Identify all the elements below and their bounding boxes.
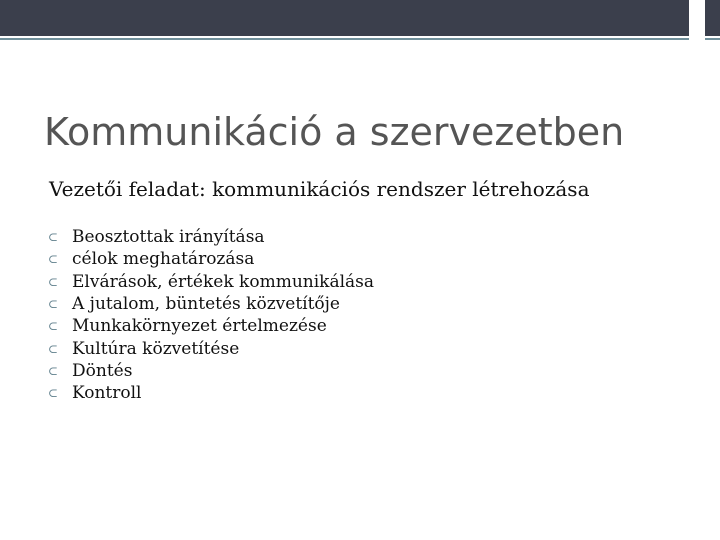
c-shaped-bullet-icon: ⊂ bbox=[48, 230, 59, 245]
c-shaped-bullet-icon: ⊂ bbox=[48, 274, 59, 289]
bullet-text-2: célok meghatározása bbox=[72, 249, 255, 270]
bullet-text-1: Beosztottak irányítása bbox=[72, 227, 265, 248]
bullet-item-1 bbox=[48, 226, 374, 248]
bullet-text-6: Kultúra közvetítése bbox=[72, 338, 240, 359]
bullet-text-4: A jutalom, büntetés közvetítője bbox=[72, 294, 340, 315]
bullet-item-4 bbox=[48, 293, 374, 315]
c-shaped-bullet-icon: ⊂ bbox=[48, 319, 59, 334]
bullet-list bbox=[48, 226, 374, 404]
bullet-item-5 bbox=[48, 315, 374, 337]
header-bar-corner bbox=[705, 0, 720, 36]
c-shaped-bullet-icon: ⊂ bbox=[48, 297, 59, 312]
bullet-item-8 bbox=[48, 382, 374, 404]
bullet-item-7 bbox=[48, 360, 374, 382]
bullet-text-7: Döntés bbox=[72, 360, 133, 381]
header-bar bbox=[0, 0, 689, 36]
bullet-text-8: Kontroll bbox=[72, 383, 142, 404]
slide-subtitle: Vezetői feladat: kommunikációs rendszer létrehozása bbox=[49, 177, 590, 201]
c-shaped-bullet-icon: ⊂ bbox=[48, 252, 59, 267]
header-accent-line-corner bbox=[705, 38, 720, 40]
bullet-item-6 bbox=[48, 337, 374, 359]
bullet-item-2 bbox=[48, 248, 374, 270]
c-shaped-bullet-icon: ⊂ bbox=[48, 386, 59, 401]
bullet-text-5: Munkakörnyezet értelmezése bbox=[72, 316, 327, 337]
c-shaped-bullet-icon: ⊂ bbox=[48, 363, 59, 378]
bullet-item-3 bbox=[48, 271, 374, 293]
header-accent-line bbox=[0, 38, 689, 40]
slide-title: Kommunikáció a szervezetben bbox=[44, 110, 625, 154]
bullet-text-3: Elvárások, értékek kommunikálása bbox=[72, 271, 375, 292]
c-shaped-bullet-icon: ⊂ bbox=[48, 341, 59, 356]
